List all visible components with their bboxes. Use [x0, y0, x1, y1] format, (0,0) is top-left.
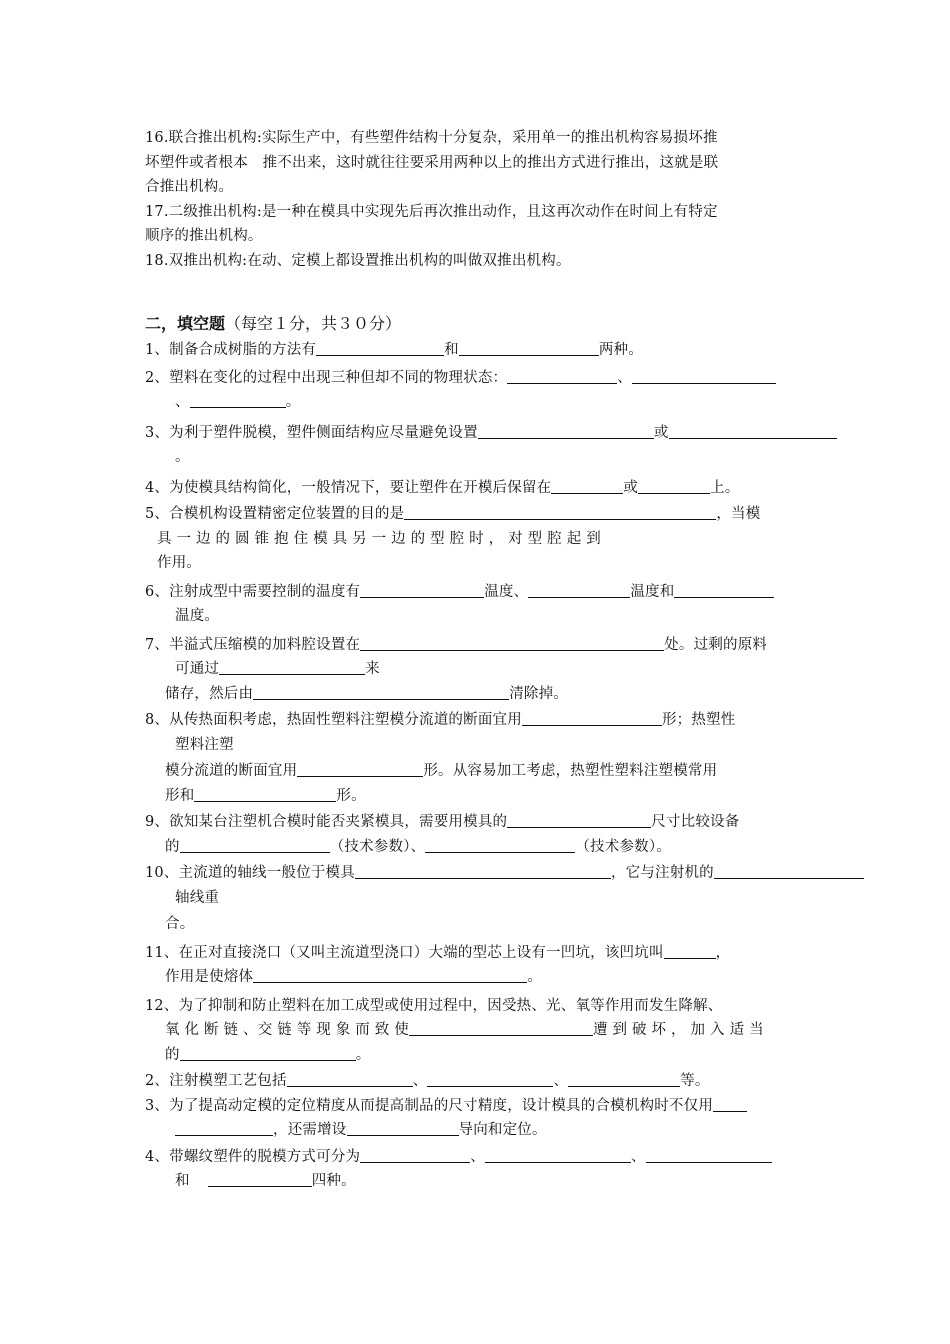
question-12-blank-1[interactable]: [409, 1020, 593, 1036]
question-2-blank-2[interactable]: [632, 368, 776, 384]
question-12-text-b: 氧 化 断 链 、交 链 等 现 象 而 致 使: [165, 1022, 409, 1038]
question-7-blank-3[interactable]: [253, 684, 509, 700]
question-6-text-b: 温度、: [484, 583, 529, 600]
question-1: [145, 338, 915, 363]
question-6: [145, 580, 915, 605]
question-7-cont-2: [145, 682, 915, 707]
question-3-text-b: 或: [653, 424, 669, 441]
question-8-cont: [145, 733, 915, 758]
question-7-text-e: 储存，然后由: [165, 685, 254, 702]
question-12-cont-2: [145, 1043, 915, 1068]
definition-17-line-2: 顺序的推出机构。: [145, 228, 263, 244]
question-r3-cont: [145, 1118, 915, 1143]
question-r3-text-c: 导向和定位。: [458, 1122, 547, 1138]
question-10-blank-2[interactable]: [714, 863, 864, 879]
question-r3-text: 3、为了提高动定模的定位精度从而提高制品的尺寸精度，设计模具的合模机构时不仅用: [145, 1097, 714, 1114]
question-3-text: 3、为利于塑件脱模，塑件侧面结构应尽量避免设置: [145, 424, 478, 441]
question-3-cont: [145, 445, 915, 470]
question-r2-text-c: 、: [553, 1073, 569, 1089]
question-11-blank-1[interactable]: [664, 943, 716, 959]
question-4-text-c: 上。: [710, 479, 740, 496]
question-5-text-d: 作用。: [157, 555, 202, 571]
question-6-blank-2[interactable]: [528, 582, 630, 598]
fill-in-questions: [145, 338, 915, 1194]
question-7-cont: [145, 657, 915, 682]
question-4-text: 4、为使模具结构简化，一般情况下，要让塑件在开模后保留在: [145, 479, 552, 496]
question-10-cont-2: [145, 912, 915, 937]
question-8-text-b: 形；热塑性: [661, 712, 736, 728]
section-2-title: 二，填空题: [145, 314, 226, 333]
question-9: [145, 810, 915, 835]
question-4-blank-1[interactable]: [551, 478, 623, 494]
question-10-text-b: ，它与注射机的: [610, 865, 714, 881]
question-11: [145, 941, 915, 966]
question-4-text-b: 或: [623, 479, 639, 496]
section-2-score-note: （每空１分，共３０分）: [225, 314, 402, 333]
definition-16-line-2: 坏塑件或者根本 推不出来，这时就往往要采用两种以上的推出方式进行推出，这就是联: [145, 154, 719, 171]
question-r3: [145, 1094, 915, 1119]
question-r3-blank-2[interactable]: [347, 1120, 459, 1136]
question-r2-blank-2[interactable]: [427, 1071, 553, 1087]
question-2-text: 2、塑料在变化的过程中出现三种但却不同的物理状态：: [145, 369, 508, 386]
question-10: [145, 861, 915, 886]
question-8-text-g: 形。: [336, 787, 366, 804]
question-9-blank-3[interactable]: [425, 837, 575, 853]
question-2-blank-3[interactable]: [190, 392, 286, 408]
question-r2: [145, 1069, 915, 1094]
question-8-blank-3[interactable]: [194, 786, 336, 802]
question-3-text-c: 。: [175, 449, 190, 465]
question-9-blank-2[interactable]: [180, 837, 330, 853]
question-7-text-f: 清除掉。: [509, 685, 569, 702]
question-11-text: 11、在正对直接浇口（又叫主流道型浇口）大端的型芯上设有一凹坑，该凹坑叫: [145, 944, 664, 961]
question-r3-text-b: ，还需增设: [273, 1122, 347, 1138]
question-2-cont: [145, 390, 915, 415]
question-5-cont-2: [145, 551, 915, 576]
question-8-blank-2[interactable]: [297, 761, 423, 777]
question-7-blank-2[interactable]: [219, 659, 365, 675]
question-12-text-c: 遭 到 破 坏 ， 加 入 适 当: [593, 1022, 764, 1038]
question-10-text: 10、主流道的轴线一般位于模具: [145, 865, 355, 881]
question-12-blank-2[interactable]: [180, 1045, 356, 1061]
definitions-block: [145, 126, 825, 273]
question-1-blank-1[interactable]: [316, 340, 444, 356]
question-8-text-d: 模分流道的断面宜用: [165, 763, 298, 779]
question-4: [145, 476, 915, 501]
question-r3-blank-1[interactable]: [713, 1096, 747, 1112]
question-7-text-c: 可通过: [175, 661, 220, 677]
question-11-cont: [145, 965, 915, 990]
definition-17-line-1: 17.二级推出机构:是一种在模具中实现先后再次推出动作，且这再次动作在时间上有特定: [145, 203, 718, 220]
question-12-cont: [145, 1018, 915, 1043]
question-r4-text-e: 四种。: [311, 1173, 356, 1189]
question-5-text-b: ，当模: [716, 506, 761, 522]
question-6-text-d: 温度。: [175, 608, 220, 624]
question-8-cont-2: [145, 759, 915, 784]
question-12-text-e: 。: [355, 1046, 371, 1063]
question-1-text-b: 和: [444, 342, 459, 358]
question-8-text-e: 形。从容易加工考虑，热塑性塑料注塑模常用: [423, 763, 718, 779]
question-9-text-d: （技术参数）、: [329, 838, 426, 855]
question-5-text: 5、合模机构设置精密定位装置的目的是: [145, 506, 405, 522]
question-7-text-b: 处。过剩的原料: [664, 636, 768, 653]
question-9-blank-1[interactable]: [507, 812, 651, 828]
question-12: [145, 994, 915, 1019]
question-10-blank-1[interactable]: [355, 863, 611, 879]
question-r2-text-d: 等。: [680, 1073, 710, 1089]
question-9-text: 9、欲知某台注塑机合模时能否夹紧模具，需要用模具的: [145, 814, 508, 830]
definition-18-line-1: 18.双推出机构:在动、定模上都设置推出机构的叫做双推出机构。: [145, 252, 571, 269]
question-r4-blank-2[interactable]: [485, 1147, 631, 1163]
question-11-text-d: 。: [527, 969, 542, 985]
question-7-text-d: 来: [365, 661, 380, 677]
question-5-text-c: 具 一 边 的 圆 锥 抱 住 模 具 另 一 边 的 型 腔 时 ， 对 型 腔 起 到: [157, 530, 601, 547]
question-7: [145, 633, 915, 658]
question-9-text-e: （技术参数）。: [575, 838, 672, 855]
question-r4-text: 4、带螺纹塑件的脱模方式可分为: [145, 1148, 361, 1165]
question-12-text: 12、为了抑制和防止塑料在加工成型或使用过程中，因受热、光、氧等作用而发生降解、: [145, 997, 723, 1014]
question-3-blank-2[interactable]: [669, 423, 837, 439]
question-r3-blank-1-cont[interactable]: [175, 1120, 273, 1136]
question-10-text-c: 轴线重: [175, 889, 220, 906]
question-6-blank-3[interactable]: [674, 582, 774, 598]
question-r2-blank-3[interactable]: [568, 1071, 680, 1087]
question-9-text-b: 尺寸比较设备: [651, 814, 740, 830]
question-11-blank-2[interactable]: [253, 967, 527, 983]
question-6-text-c: 温度和: [630, 583, 675, 600]
question-2-text-d: 。: [285, 394, 301, 410]
question-2-blank-1[interactable]: [507, 368, 617, 384]
question-8-text: 8、从传热面积考虑，热固性塑料注塑模分流道的断面宜用: [145, 712, 522, 728]
question-7-blank-1[interactable]: [360, 635, 664, 651]
question-10-text-d: 合。: [165, 916, 195, 932]
definition-16-line-1: 16.联合推出机构:实际生产中，有些塑件结构十分复杂，采用单一的推出机构容易损坏推: [145, 130, 718, 146]
question-1-text-c: 两种。: [598, 342, 643, 358]
question-12-text-d: 的: [165, 1046, 180, 1063]
question-r2-text-b: 、: [412, 1073, 428, 1089]
question-8-text-c: 塑料注塑: [175, 736, 234, 753]
question-r4: [145, 1145, 915, 1170]
definition-16-line-3: 合推出机构。: [145, 179, 234, 195]
question-r4-text-d: 和: [175, 1173, 190, 1189]
question-r4-blank-1[interactable]: [360, 1147, 470, 1163]
question-9-cont: [145, 835, 915, 860]
question-6-cont: [145, 604, 915, 629]
question-r4-blank-3[interactable]: [646, 1147, 772, 1163]
question-3: [145, 421, 915, 446]
question-7-text: 7、半溢式压缩模的加料腔设置在: [145, 636, 361, 653]
section-2-heading: [145, 312, 825, 336]
question-8-text-f: 形和: [165, 787, 195, 804]
question-2-text-c: 、: [175, 394, 190, 410]
question-11-text-c: 作用是使熔体: [165, 969, 254, 985]
question-6-text: 6、注射成型中需要控制的温度有: [145, 583, 361, 600]
question-5-cont: [145, 527, 807, 552]
question-r2-text: 2、注射模塑工艺包括: [145, 1073, 287, 1089]
question-r4-blank-4[interactable]: [208, 1171, 312, 1187]
question-r2-blank-1[interactable]: [287, 1071, 413, 1087]
question-5: [145, 502, 915, 527]
question-2-text-b: 、: [617, 369, 632, 386]
question-11-text-b: ，: [715, 944, 731, 961]
question-8-blank-1[interactable]: [522, 710, 662, 726]
question-9-text-c: 的: [165, 838, 180, 855]
question-3-blank-1[interactable]: [478, 423, 654, 439]
question-8-cont-3: [145, 784, 915, 809]
question-2: [145, 366, 915, 391]
question-6-blank-1[interactable]: [360, 582, 484, 598]
question-r4-text-c: 、: [630, 1148, 646, 1165]
question-10-cont: [145, 886, 915, 911]
question-r4-cont: [145, 1169, 915, 1194]
question-1-blank-2[interactable]: [459, 340, 599, 356]
question-r4-text-b: 、: [470, 1148, 485, 1165]
question-5-blank-1[interactable]: [404, 504, 716, 520]
question-4-blank-2[interactable]: [638, 478, 710, 494]
question-8: [145, 708, 915, 733]
question-1-text: 1、制备合成树脂的方法有: [145, 342, 317, 358]
